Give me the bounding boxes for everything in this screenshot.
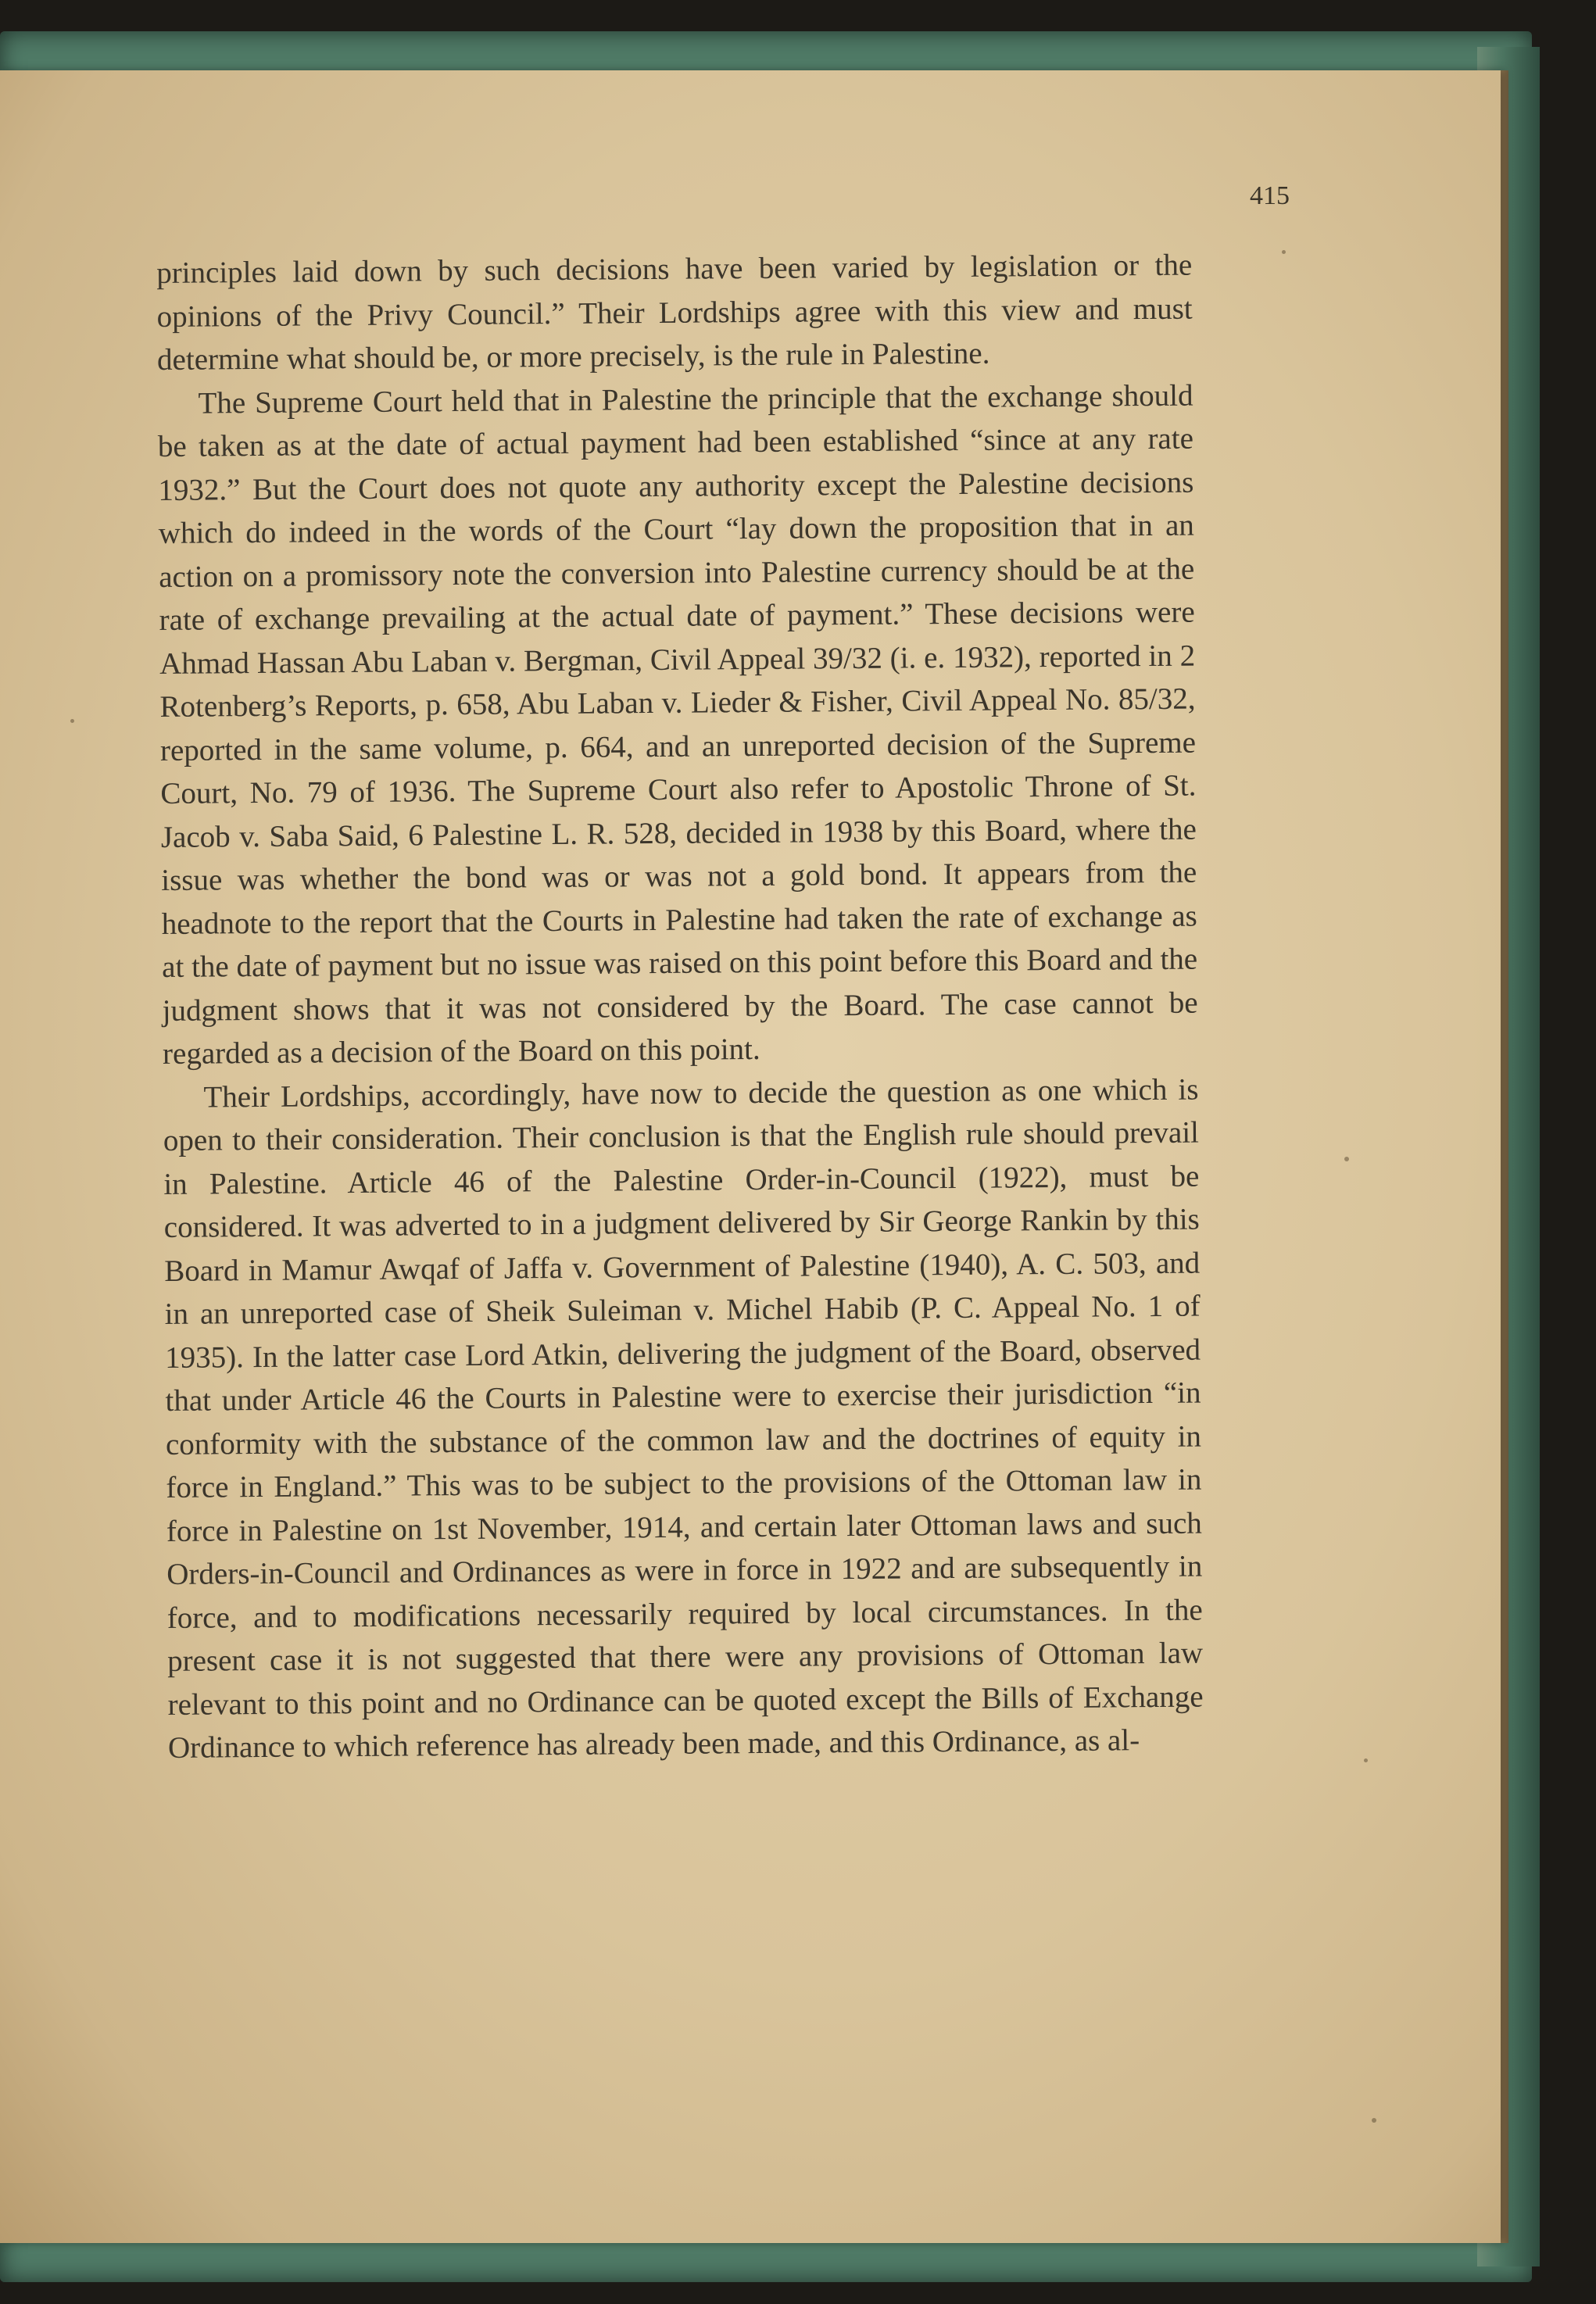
paper-speck — [70, 719, 74, 723]
paper-speck — [1344, 1157, 1349, 1161]
paragraph: principles laid down by such decisions have been varied by legislation or the opinions of the Privy Council.” Their Lordships agree with this view and must determine what should be, or more precisely, is the rule in Palestine. — [156, 248, 1193, 377]
paper-speck — [1364, 1758, 1368, 1762]
page-body — [156, 244, 1204, 1770]
paragraph: Their Lordships, accordingly, have now to decide the question as one which is open to their consideration. Their conclusion is that the English rule should prevail in Palestine. Article 46 of the Palestine Order-in-Council (1922), must be considered. It was adverted to in a judgment delivered by Sir George Rankin by this Board in Mamur Awqaf of Jaffa v. Government of Palestine (1940), A. C. 503, and in an unreported case of Sheik Suleiman v. Michel Habib (P. C. Appeal No. 1 of 1935). In the latter case Lord Atkin, delivering the judgment of the Board, observed that under Article 46 the Courts in Palestine were to exercise their jurisdiction “in conformity with the substance of the common law and the doctrines of equity in force in England.” This was to be subject to the provisions of the Ottoman law in force in Palestine on 1st November, 1914, and certain later Ottoman laws and such Orders-in-Council and Ordinances as were in force in 1922 and are subsequently in force, and to modifications necessarily required by local circumstances. In the present case it is not suggested that there were any provisions of Ottoman law relevant to this point and no Ordinance can be quoted except the Bills of Exchange Ordinance to which reference has already been made, and this Ordinance, as al- — [163, 1072, 1204, 1765]
paper-speck — [1282, 250, 1286, 254]
paragraph: The Supreme Court held that in Palestine the principle that the exchange should be taken as at the date of actual payment had been established “since at any rate 1932.” But the Court does not quote any authority except the Palestine decisions which do indeed in the words of the Court “lay down the proposition that in an action on a promissory note the conversion into Palestine currency should be at the rate of exchange prevailing at the actual date of payment.” These decisions were Ahmad Hassan Abu Laban v. Bergman, Civil Appeal 39/32 (i. e. 1932), reported in 2 Rotenberg’s Reports, p. 658, Abu Laban v. Lieder & Fisher, Civil Appeal No. 85/32, reported in the same volume, p. 664, and an unreported decision of the Supreme Court, No. 79 of 1936. The Supreme Court also refer to Apostolic Throne of St. Jacob v. Saba Said, 6 Palestine L. R. 528, decided in 1938 by this Board, where the issue was whether the bond was or was not a gold bond. It appears from the headnote to the report that the Courts in Palestine had taken the rate of exchange as at the date of payment but no issue was raised on this point before this Board and the judgment shows that it was not considered by the Board. The case cannot be regarded as a decision of the Board on this point. — [157, 378, 1198, 1071]
page-number: 415 — [1250, 181, 1290, 210]
paper-speck — [1372, 2118, 1376, 2123]
